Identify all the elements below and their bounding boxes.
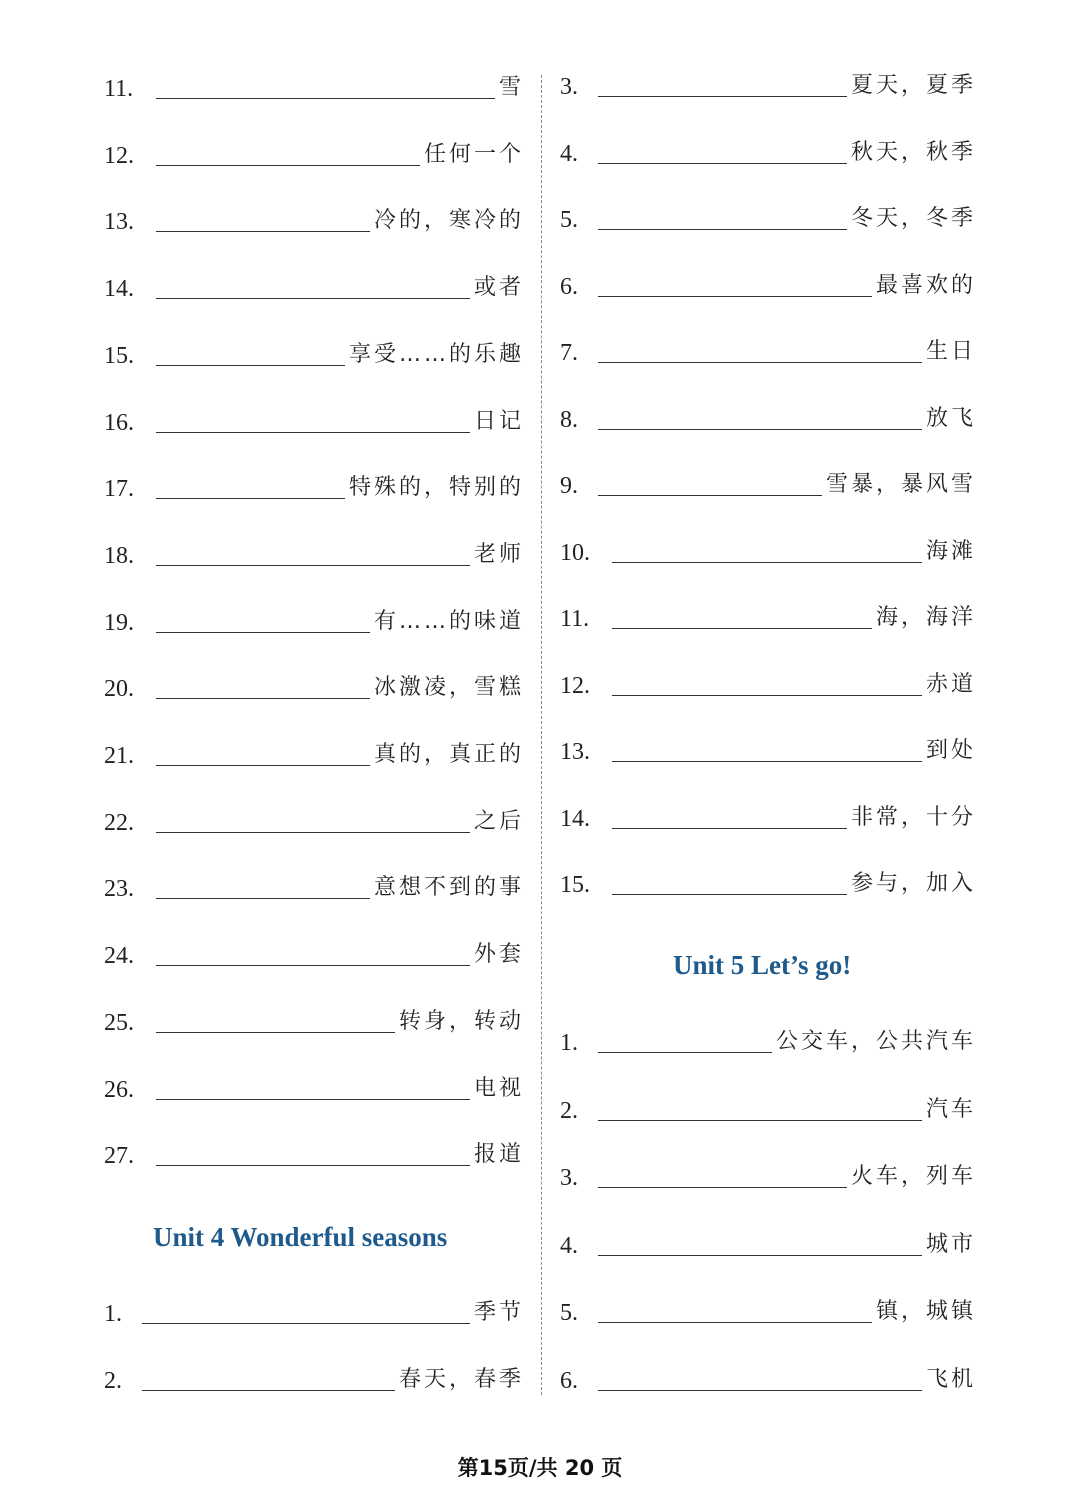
vocab-item (104, 532, 524, 572)
answer-blank-line[interactable] (142, 1389, 395, 1391)
chinese-meaning: 有……的味道 (373, 608, 524, 634)
item-number: 21. (104, 743, 134, 769)
vocab-item (104, 1132, 524, 1172)
vocab-item (104, 865, 524, 905)
chinese-meaning: 转身，转动 (398, 1008, 524, 1034)
item-number: 20. (104, 676, 134, 703)
vocab-item (560, 263, 976, 303)
answer-blank-line[interactable] (612, 694, 922, 696)
item-number: 3. (560, 74, 578, 100)
vocab-item (104, 332, 524, 372)
page-footer: 第15页/共 20 页 (457, 1456, 623, 1480)
chinese-meaning: 报道 (473, 1142, 524, 1168)
vocab-item (104, 65, 524, 105)
answer-blank-line[interactable] (156, 764, 370, 766)
chinese-meaning: 任何一个 (423, 141, 524, 167)
chinese-meaning: 或者 (473, 275, 524, 301)
chinese-meaning: 外套 (473, 942, 524, 968)
item-number: 8. (560, 406, 578, 433)
vocab-item (104, 732, 524, 772)
chinese-meaning: 非常，十分 (850, 804, 976, 830)
answer-blank-line[interactable] (156, 364, 345, 366)
item-number: 6. (560, 1367, 578, 1394)
answer-blank-line[interactable] (156, 897, 370, 899)
item-number: 2. (560, 1097, 578, 1124)
item-number: 15. (104, 342, 134, 369)
chinese-meaning: 特殊的，特别的 (348, 475, 524, 501)
vocab-item (104, 1357, 524, 1397)
chinese-meaning: 之后 (473, 808, 524, 834)
vocab-item (104, 132, 524, 172)
vocab-item (560, 861, 976, 901)
answer-blank-line[interactable] (612, 627, 872, 629)
answer-blank-line[interactable] (612, 827, 847, 829)
chinese-meaning: 城市 (925, 1231, 976, 1257)
answer-blank-line[interactable] (156, 230, 370, 232)
answer-blank-line[interactable] (156, 1031, 395, 1033)
item-number: 1. (104, 1301, 122, 1327)
chinese-meaning: 最喜欢的 (875, 272, 976, 298)
item-number: 7. (560, 340, 578, 366)
vocab-item (560, 795, 976, 835)
answer-blank-line[interactable] (598, 1321, 872, 1323)
answer-blank-line[interactable] (598, 1119, 922, 1121)
answer-blank-line[interactable] (156, 164, 420, 166)
vocab-item (560, 662, 976, 702)
vocab-item (104, 1290, 524, 1330)
vocab-item (104, 1066, 524, 1106)
item-number: 24. (104, 943, 134, 970)
answer-blank-line[interactable] (598, 295, 872, 297)
answer-blank-line[interactable] (598, 95, 847, 97)
chinese-meaning: 放飞 (925, 405, 976, 431)
chinese-meaning: 到处 (925, 738, 976, 763)
answer-blank-line[interactable] (156, 964, 470, 966)
vocab-item (560, 1222, 976, 1262)
answer-blank-line[interactable] (598, 361, 922, 363)
answer-blank-line[interactable] (156, 1098, 470, 1100)
chinese-meaning: 真的，真正的 (373, 742, 524, 767)
vocab-item (560, 329, 976, 369)
item-number: 1. (560, 1030, 578, 1056)
answer-blank-line[interactable] (598, 428, 922, 430)
answer-blank-line[interactable] (156, 564, 470, 566)
item-number: 11. (560, 606, 590, 632)
item-number: 5. (560, 207, 578, 233)
chinese-meaning: 海滩 (925, 538, 976, 564)
chinese-meaning: 意想不到的事 (373, 875, 524, 901)
item-number: 26. (104, 1076, 134, 1103)
chinese-meaning: 雪 (498, 75, 524, 100)
item-number: 16. (104, 409, 134, 436)
chinese-meaning: 老师 (473, 541, 524, 567)
vocab-item (104, 265, 524, 305)
unit4-title: Unit 4 Wonderful seasons (153, 1222, 448, 1252)
answer-blank-line[interactable] (612, 561, 922, 563)
item-number: 22. (104, 809, 134, 836)
vocab-item (104, 599, 524, 639)
answer-blank-line[interactable] (156, 297, 470, 299)
item-number: 23. (104, 876, 134, 903)
answer-blank-line[interactable] (156, 431, 470, 433)
item-number: 13. (560, 739, 590, 765)
chinese-meaning: 镇，城镇 (875, 1299, 976, 1324)
item-number: 12. (104, 142, 134, 169)
answer-blank-line[interactable] (156, 631, 370, 633)
chinese-meaning: 公交车，公共汽车 (775, 1029, 976, 1054)
chinese-meaning: 季节 (473, 1300, 524, 1325)
vocab-item (560, 196, 976, 236)
vocab-item (104, 399, 524, 439)
item-number: 14. (560, 805, 590, 832)
answer-blank-line[interactable] (598, 162, 847, 164)
vocab-item (560, 1087, 976, 1127)
vocab-item (104, 932, 524, 972)
item-number: 27. (104, 1143, 134, 1170)
item-number: 17. (104, 476, 134, 503)
item-number: 10. (560, 539, 590, 566)
answer-blank-line[interactable] (598, 494, 822, 496)
answer-blank-line[interactable] (156, 1164, 470, 1166)
item-number: 4. (560, 1232, 578, 1259)
chinese-meaning: 秋天，秋季 (850, 139, 976, 165)
vocab-item (560, 595, 976, 635)
chinese-meaning: 参与，加入 (850, 871, 976, 896)
answer-blank-line[interactable] (156, 97, 495, 99)
vocab-item (560, 1357, 976, 1397)
answer-blank-line[interactable] (598, 1186, 847, 1188)
vocab-item (560, 1289, 976, 1329)
vocab-item (104, 665, 524, 705)
answer-blank-line[interactable] (598, 228, 847, 230)
chinese-meaning: 赤道 (925, 671, 976, 697)
chinese-meaning: 冷的，寒冷的 (373, 208, 524, 234)
item-number: 13. (104, 209, 134, 236)
column-divider (541, 75, 542, 1395)
chinese-meaning: 冰激凌，雪糕 (373, 675, 524, 701)
answer-blank-line[interactable] (156, 497, 345, 499)
chinese-meaning: 电视 (473, 1075, 524, 1101)
vocab-item (104, 999, 524, 1039)
vocab-item (560, 396, 976, 436)
answer-blank-line[interactable] (598, 1389, 922, 1391)
item-number: 12. (560, 672, 590, 699)
answer-blank-line[interactable] (156, 697, 370, 699)
chinese-meaning: 春天，春季 (398, 1367, 524, 1392)
vocab-item (560, 1154, 976, 1194)
chinese-meaning: 日记 (473, 408, 524, 434)
vocab-item (104, 799, 524, 839)
item-number: 15. (560, 872, 590, 898)
chinese-meaning: 夏天，夏季 (850, 73, 976, 98)
chinese-meaning: 飞机 (925, 1366, 976, 1392)
answer-blank-line[interactable] (598, 1254, 922, 1256)
item-number: 25. (104, 1009, 134, 1036)
item-number: 9. (560, 473, 578, 499)
answer-blank-line[interactable] (598, 1051, 772, 1053)
item-number: 18. (104, 542, 134, 569)
vocab-item (560, 728, 976, 768)
chinese-meaning: 海，海洋 (875, 605, 976, 630)
unit5-title: Unit 5 Let’s go! (673, 950, 852, 980)
vocab-item (560, 462, 976, 502)
chinese-meaning: 享受……的乐趣 (348, 341, 524, 367)
chinese-meaning: 雪暴，暴风雪 (825, 472, 976, 497)
item-number: 3. (560, 1165, 578, 1191)
answer-blank-line[interactable] (612, 760, 922, 762)
answer-blank-line[interactable] (612, 893, 847, 895)
vocab-item (560, 1019, 976, 1059)
answer-blank-line[interactable] (142, 1322, 470, 1324)
item-number: 2. (104, 1368, 122, 1394)
item-number: 6. (560, 273, 578, 300)
chinese-meaning: 火车，列车 (850, 1164, 976, 1189)
vocab-item (560, 130, 976, 170)
item-number: 11. (104, 76, 134, 102)
vocab-item (560, 529, 976, 569)
item-number: 19. (104, 609, 134, 636)
chinese-meaning: 汽车 (925, 1096, 976, 1122)
item-number: 5. (560, 1300, 578, 1326)
item-number: 4. (560, 140, 578, 167)
item-number: 14. (104, 276, 134, 303)
answer-blank-line[interactable] (156, 831, 470, 833)
chinese-meaning: 生日 (925, 339, 976, 364)
vocab-item (104, 465, 524, 505)
vocab-item (104, 198, 524, 238)
chinese-meaning: 冬天，冬季 (850, 206, 976, 231)
vocab-item (560, 63, 976, 103)
